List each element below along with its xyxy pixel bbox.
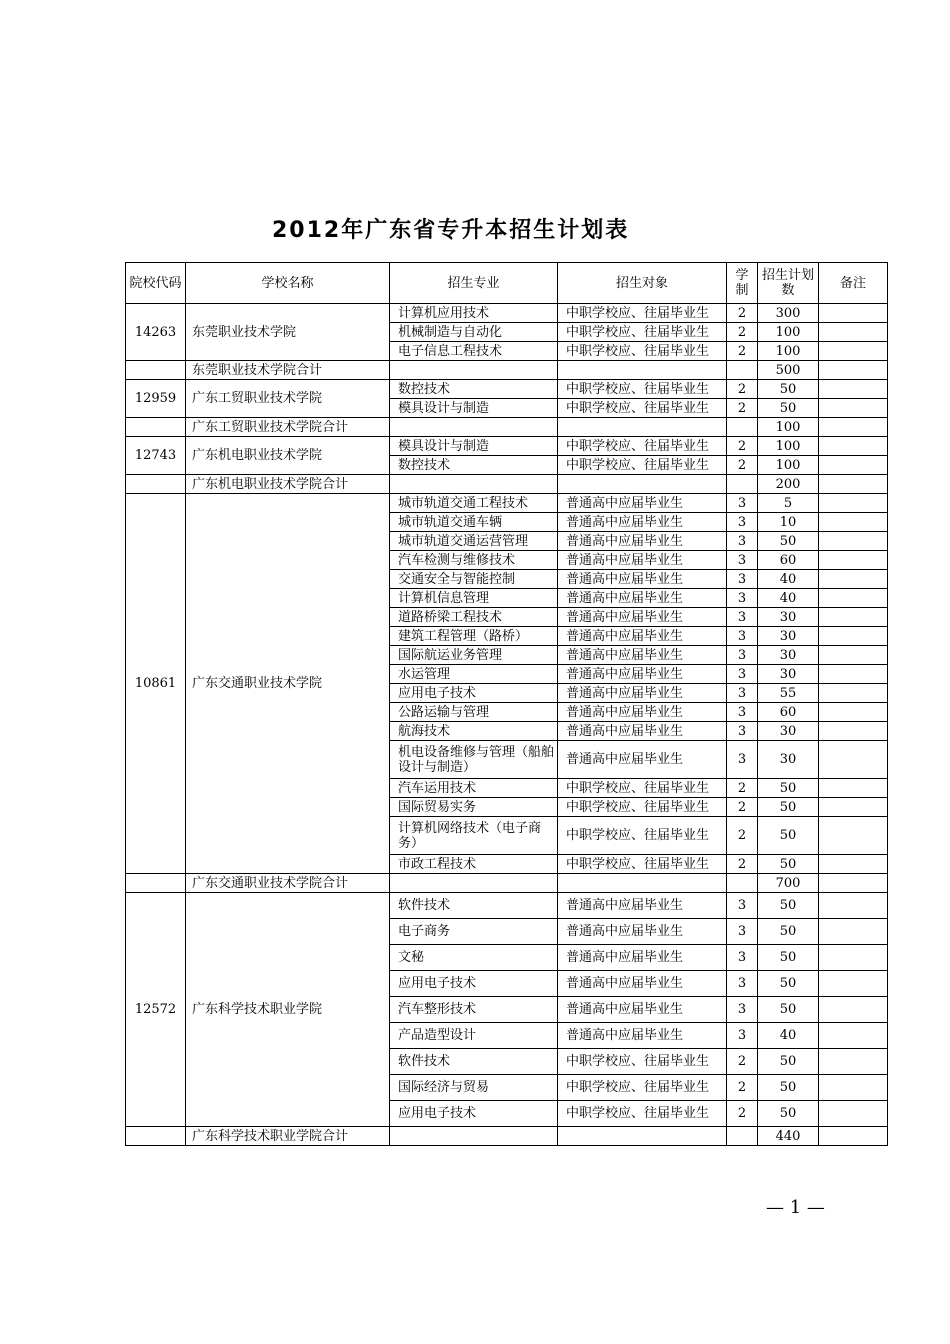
note-cell — [819, 589, 888, 608]
note-cell — [819, 1049, 888, 1075]
school-name: 广东科学技术职业学院 — [186, 893, 390, 1127]
note-cell — [819, 646, 888, 665]
plan-cell: 50 — [758, 532, 819, 551]
target-cell: 普通高中应届毕业生 — [558, 551, 727, 570]
years-cell: 2 — [727, 817, 758, 855]
target-cell: 中职学校应、往届毕业生 — [558, 779, 727, 798]
subtotal-code-cell — [126, 361, 186, 380]
years-cell: 2 — [727, 342, 758, 361]
note-cell — [819, 437, 888, 456]
years-cell: 2 — [727, 323, 758, 342]
note-cell — [819, 919, 888, 945]
note-cell — [819, 608, 888, 627]
major-cell: 机电设备维修与管理（船舶设计与制造） — [390, 741, 558, 779]
subtotal-years-cell — [727, 874, 758, 893]
plan-cell: 50 — [758, 971, 819, 997]
note-cell — [819, 779, 888, 798]
plan-cell: 30 — [758, 722, 819, 741]
plan-cell: 40 — [758, 570, 819, 589]
note-cell — [819, 1101, 888, 1127]
major-cell: 城市轨道交通运营管理 — [390, 532, 558, 551]
target-cell: 中职学校应、往届毕业生 — [558, 1049, 727, 1075]
years-cell: 2 — [727, 1101, 758, 1127]
target-cell: 普通高中应届毕业生 — [558, 665, 727, 684]
major-cell: 汽车检测与维修技术 — [390, 551, 558, 570]
subtotal-target-cell — [558, 361, 727, 380]
target-cell: 普通高中应届毕业生 — [558, 741, 727, 779]
target-cell: 中职学校应、往届毕业生 — [558, 855, 727, 874]
note-cell — [819, 855, 888, 874]
school-name: 广东机电职业技术学院 — [186, 437, 390, 475]
note-cell — [819, 798, 888, 817]
target-cell: 普通高中应届毕业生 — [558, 893, 727, 919]
major-cell: 计算机信息管理 — [390, 589, 558, 608]
plan-cell: 60 — [758, 551, 819, 570]
plan-cell: 50 — [758, 919, 819, 945]
subtotal-code-cell — [126, 874, 186, 893]
plan-cell: 30 — [758, 627, 819, 646]
subtotal-target-cell — [558, 418, 727, 437]
years-cell: 3 — [727, 741, 758, 779]
years-cell: 3 — [727, 722, 758, 741]
target-cell: 普通高中应届毕业生 — [558, 722, 727, 741]
subtotal-value: 500 — [758, 361, 819, 380]
school-code: 10861 — [126, 494, 186, 874]
plan-cell: 100 — [758, 342, 819, 361]
years-cell: 2 — [727, 380, 758, 399]
target-cell: 中职学校应、往届毕业生 — [558, 437, 727, 456]
subtotal-major-cell — [390, 874, 558, 893]
note-cell — [819, 971, 888, 997]
years-cell: 2 — [727, 304, 758, 323]
subtotal-major-cell — [390, 361, 558, 380]
target-cell: 普通高中应届毕业生 — [558, 684, 727, 703]
target-cell: 普通高中应届毕业生 — [558, 997, 727, 1023]
major-cell: 交通安全与智能控制 — [390, 570, 558, 589]
major-cell: 模具设计与制造 — [390, 399, 558, 418]
note-cell — [819, 722, 888, 741]
years-cell: 2 — [727, 798, 758, 817]
major-cell: 产品造型设计 — [390, 1023, 558, 1049]
note-cell — [819, 342, 888, 361]
major-cell: 文秘 — [390, 945, 558, 971]
header-years: 学制 — [727, 263, 758, 304]
table-row — [126, 437, 888, 456]
major-cell: 道路桥梁工程技术 — [390, 608, 558, 627]
years-cell: 2 — [727, 399, 758, 418]
note-cell — [819, 627, 888, 646]
major-cell: 应用电子技术 — [390, 971, 558, 997]
plan-cell: 50 — [758, 798, 819, 817]
subtotal-major-cell — [390, 418, 558, 437]
note-cell — [819, 945, 888, 971]
school-name: 广东交通职业技术学院 — [186, 494, 390, 874]
plan-cell: 40 — [758, 1023, 819, 1049]
plan-cell: 50 — [758, 779, 819, 798]
note-cell — [819, 684, 888, 703]
target-cell: 普通高中应届毕业生 — [558, 919, 727, 945]
target-cell: 普通高中应届毕业生 — [558, 532, 727, 551]
major-cell: 航海技术 — [390, 722, 558, 741]
subtotal-years-cell — [727, 1127, 758, 1146]
major-cell: 数控技术 — [390, 456, 558, 475]
subtotal-code-cell — [126, 475, 186, 494]
years-cell: 3 — [727, 893, 758, 919]
major-cell: 水运管理 — [390, 665, 558, 684]
plan-cell: 50 — [758, 399, 819, 418]
note-cell — [819, 1023, 888, 1049]
subtotal-note-cell — [819, 1127, 888, 1146]
target-cell: 中职学校应、往届毕业生 — [558, 323, 727, 342]
years-cell: 3 — [727, 627, 758, 646]
target-cell: 普通高中应届毕业生 — [558, 513, 727, 532]
school-code: 14263 — [126, 304, 186, 361]
subtotal-years-cell — [727, 361, 758, 380]
target-cell: 中职学校应、往届毕业生 — [558, 304, 727, 323]
years-cell: 3 — [727, 703, 758, 722]
major-cell: 国际航运业务管理 — [390, 646, 558, 665]
years-cell: 2 — [727, 437, 758, 456]
subtotal-row — [126, 1127, 888, 1146]
years-cell: 3 — [727, 513, 758, 532]
major-cell: 软件技术 — [390, 893, 558, 919]
years-cell: 3 — [727, 684, 758, 703]
years-cell: 3 — [727, 589, 758, 608]
plan-cell: 40 — [758, 589, 819, 608]
target-cell: 普通高中应届毕业生 — [558, 608, 727, 627]
subtotal-target-cell — [558, 1127, 727, 1146]
subtotal-note-cell — [819, 475, 888, 494]
major-cell: 市政工程技术 — [390, 855, 558, 874]
subtotal-label: 广东机电职业技术学院合计 — [186, 475, 390, 494]
subtotal-note-cell — [819, 418, 888, 437]
note-cell — [819, 323, 888, 342]
subtotal-target-cell — [558, 874, 727, 893]
subtotal-note-cell — [819, 361, 888, 380]
plan-cell: 30 — [758, 741, 819, 779]
table-row — [126, 304, 888, 323]
years-cell: 3 — [727, 646, 758, 665]
years-cell: 3 — [727, 570, 758, 589]
years-cell: 3 — [727, 919, 758, 945]
subtotal-years-cell — [727, 418, 758, 437]
table-row — [126, 494, 888, 513]
plan-cell: 50 — [758, 380, 819, 399]
major-cell: 城市轨道交通工程技术 — [390, 494, 558, 513]
plan-cell: 50 — [758, 855, 819, 874]
target-cell: 普通高中应届毕业生 — [558, 570, 727, 589]
target-cell: 中职学校应、往届毕业生 — [558, 380, 727, 399]
major-cell: 公路运输与管理 — [390, 703, 558, 722]
plan-cell: 100 — [758, 437, 819, 456]
subtotal-major-cell — [390, 475, 558, 494]
note-cell — [819, 1075, 888, 1101]
major-cell: 建筑工程管理（路桥） — [390, 627, 558, 646]
plan-cell: 50 — [758, 1049, 819, 1075]
major-cell: 机械制造与自动化 — [390, 323, 558, 342]
major-cell: 汽车整形技术 — [390, 997, 558, 1023]
years-cell: 3 — [727, 997, 758, 1023]
target-cell: 普通高中应届毕业生 — [558, 627, 727, 646]
plan-cell: 10 — [758, 513, 819, 532]
major-cell: 应用电子技术 — [390, 684, 558, 703]
target-cell: 普通高中应届毕业生 — [558, 494, 727, 513]
major-cell: 城市轨道交通车辆 — [390, 513, 558, 532]
target-cell: 中职学校应、往届毕业生 — [558, 817, 727, 855]
years-cell: 3 — [727, 494, 758, 513]
years-cell: 2 — [727, 456, 758, 475]
subtotal-row — [126, 475, 888, 494]
subtotal-label: 广东交通职业技术学院合计 — [186, 874, 390, 893]
header-note: 备注 — [819, 263, 888, 304]
target-cell: 中职学校应、往届毕业生 — [558, 456, 727, 475]
subtotal-target-cell — [558, 475, 727, 494]
target-cell: 中职学校应、往届毕业生 — [558, 399, 727, 418]
years-cell: 3 — [727, 971, 758, 997]
subtotal-row — [126, 361, 888, 380]
plan-cell: 60 — [758, 703, 819, 722]
major-cell: 电子信息工程技术 — [390, 342, 558, 361]
note-cell — [819, 703, 888, 722]
page-title: 2012年广东省专升本招生计划表 — [272, 218, 630, 243]
subtotal-row — [126, 418, 888, 437]
header-school: 学校名称 — [186, 263, 390, 304]
plan-cell: 55 — [758, 684, 819, 703]
subtotal-years-cell — [727, 475, 758, 494]
note-cell — [819, 513, 888, 532]
major-cell: 电子商务 — [390, 919, 558, 945]
note-cell — [819, 665, 888, 684]
note-cell — [819, 893, 888, 919]
plan-cell: 300 — [758, 304, 819, 323]
years-cell: 3 — [727, 945, 758, 971]
major-cell: 计算机应用技术 — [390, 304, 558, 323]
table-body — [126, 304, 888, 1146]
target-cell: 中职学校应、往届毕业生 — [558, 1101, 727, 1127]
header-code: 院校代码 — [126, 263, 186, 304]
years-cell: 3 — [727, 1023, 758, 1049]
major-cell: 汽车运用技术 — [390, 779, 558, 798]
plan-cell: 30 — [758, 608, 819, 627]
plan-cell: 100 — [758, 456, 819, 475]
subtotal-value: 700 — [758, 874, 819, 893]
plan-cell: 50 — [758, 1101, 819, 1127]
note-cell — [819, 817, 888, 855]
major-cell: 模具设计与制造 — [390, 437, 558, 456]
note-cell — [819, 551, 888, 570]
school-code: 12959 — [126, 380, 186, 418]
note-cell — [819, 304, 888, 323]
table-row — [126, 380, 888, 399]
plan-cell: 50 — [758, 1075, 819, 1101]
subtotal-value: 200 — [758, 475, 819, 494]
years-cell: 3 — [727, 608, 758, 627]
major-cell: 应用电子技术 — [390, 1101, 558, 1127]
plan-cell: 50 — [758, 997, 819, 1023]
subtotal-code-cell — [126, 1127, 186, 1146]
header-row — [126, 263, 888, 304]
school-name: 东莞职业技术学院 — [186, 304, 390, 361]
target-cell: 中职学校应、往届毕业生 — [558, 342, 727, 361]
note-cell — [819, 399, 888, 418]
years-cell: 3 — [727, 665, 758, 684]
subtotal-value: 440 — [758, 1127, 819, 1146]
header-major: 招生专业 — [390, 263, 558, 304]
target-cell: 中职学校应、往届毕业生 — [558, 1075, 727, 1101]
enrollment-plan-table — [125, 262, 888, 1146]
page-number: — 1 — — [766, 1197, 825, 1218]
subtotal-label: 东莞职业技术学院合计 — [186, 361, 390, 380]
target-cell: 普通高中应届毕业生 — [558, 703, 727, 722]
school-name: 广东工贸职业技术学院 — [186, 380, 390, 418]
subtotal-label: 广东科学技术职业学院合计 — [186, 1127, 390, 1146]
target-cell: 普通高中应届毕业生 — [558, 971, 727, 997]
major-cell: 国际贸易实务 — [390, 798, 558, 817]
note-cell — [819, 380, 888, 399]
note-cell — [819, 570, 888, 589]
subtotal-label: 广东工贸职业技术学院合计 — [186, 418, 390, 437]
note-cell — [819, 741, 888, 779]
table-row — [126, 893, 888, 919]
subtotal-note-cell — [819, 874, 888, 893]
target-cell: 普通高中应届毕业生 — [558, 589, 727, 608]
target-cell: 普通高中应届毕业生 — [558, 646, 727, 665]
years-cell: 2 — [727, 855, 758, 874]
plan-cell: 50 — [758, 893, 819, 919]
note-cell — [819, 532, 888, 551]
plan-cell: 30 — [758, 665, 819, 684]
years-cell: 3 — [727, 551, 758, 570]
header-plan: 招生计划数 — [758, 263, 819, 304]
target-cell: 普通高中应届毕业生 — [558, 945, 727, 971]
plan-cell: 5 — [758, 494, 819, 513]
note-cell — [819, 997, 888, 1023]
major-cell: 计算机网络技术（电子商务） — [390, 817, 558, 855]
plan-cell: 30 — [758, 646, 819, 665]
plan-cell: 50 — [758, 945, 819, 971]
years-cell: 2 — [727, 779, 758, 798]
years-cell: 2 — [727, 1075, 758, 1101]
major-cell: 软件技术 — [390, 1049, 558, 1075]
school-code: 12572 — [126, 893, 186, 1127]
target-cell: 中职学校应、往届毕业生 — [558, 798, 727, 817]
subtotal-major-cell — [390, 1127, 558, 1146]
years-cell: 3 — [727, 532, 758, 551]
plan-cell: 100 — [758, 323, 819, 342]
major-cell: 数控技术 — [390, 380, 558, 399]
note-cell — [819, 456, 888, 475]
subtotal-value: 100 — [758, 418, 819, 437]
years-cell: 2 — [727, 1049, 758, 1075]
major-cell: 国际经济与贸易 — [390, 1075, 558, 1101]
note-cell — [819, 494, 888, 513]
school-code: 12743 — [126, 437, 186, 475]
header-target: 招生对象 — [558, 263, 727, 304]
subtotal-code-cell — [126, 418, 186, 437]
subtotal-row — [126, 874, 888, 893]
plan-cell: 50 — [758, 817, 819, 855]
target-cell: 普通高中应届毕业生 — [558, 1023, 727, 1049]
